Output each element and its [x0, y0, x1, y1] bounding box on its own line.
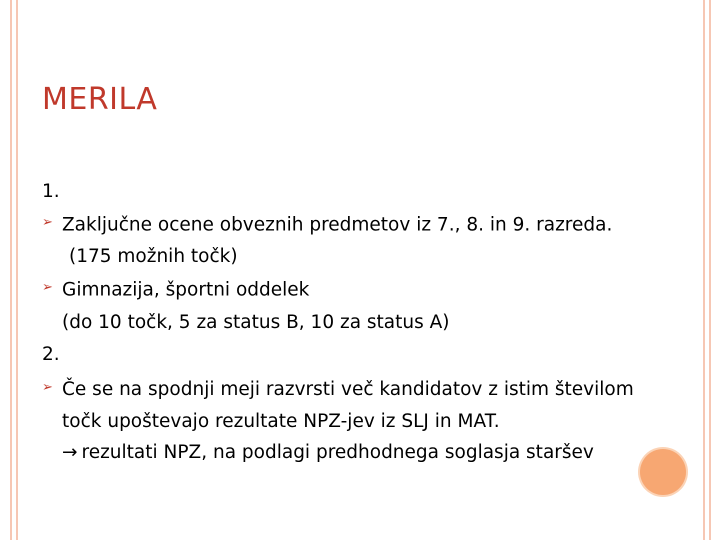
list-item-text: Zaključne ocene obveznih predmetov iz 7., 8. in 9. razreda.: [62, 213, 613, 235]
list-item: [42, 274, 682, 307]
slide-content: [42, 176, 682, 471]
list-item-text: Če se na spodnji meji razvrsti več kandidatov z istim številom: [62, 378, 634, 400]
arrow-bullet-icon: ➢: [42, 379, 53, 395]
list-item-text: Gimnazija, športni oddelek: [62, 279, 310, 300]
decorative-circle: [640, 449, 686, 495]
list-number-2: 2.: [42, 344, 60, 365]
list-item: [42, 372, 682, 408]
slide-title: MERILA: [42, 82, 158, 117]
list-item-continuation: točk upoštevajo rezultate NPZ-jev iz SLJ in MAT.: [62, 410, 500, 432]
list-item-continuation: (do 10 točk, 5 za status B, 10 za status A): [62, 311, 450, 333]
list-item-continuation: (175 možnih točk): [69, 246, 238, 268]
frame-line-right-outer: [709, 0, 711, 540]
list-item: [42, 209, 682, 242]
right-arrow-icon: →: [62, 441, 78, 463]
arrow-bullet-icon: ➢: [42, 279, 53, 295]
frame-line-left-inner: [16, 0, 18, 540]
frame-line-right-inner: [703, 0, 705, 540]
list-item-arrow-line: [42, 435, 682, 471]
arrow-bullet-icon: ➢: [42, 214, 53, 230]
list-item-text: rezultati NPZ, na podlagi predhodnega soglasja staršev: [81, 441, 594, 463]
list-number-1: 1.: [42, 181, 60, 202]
frame-line-left-outer: [10, 0, 12, 540]
